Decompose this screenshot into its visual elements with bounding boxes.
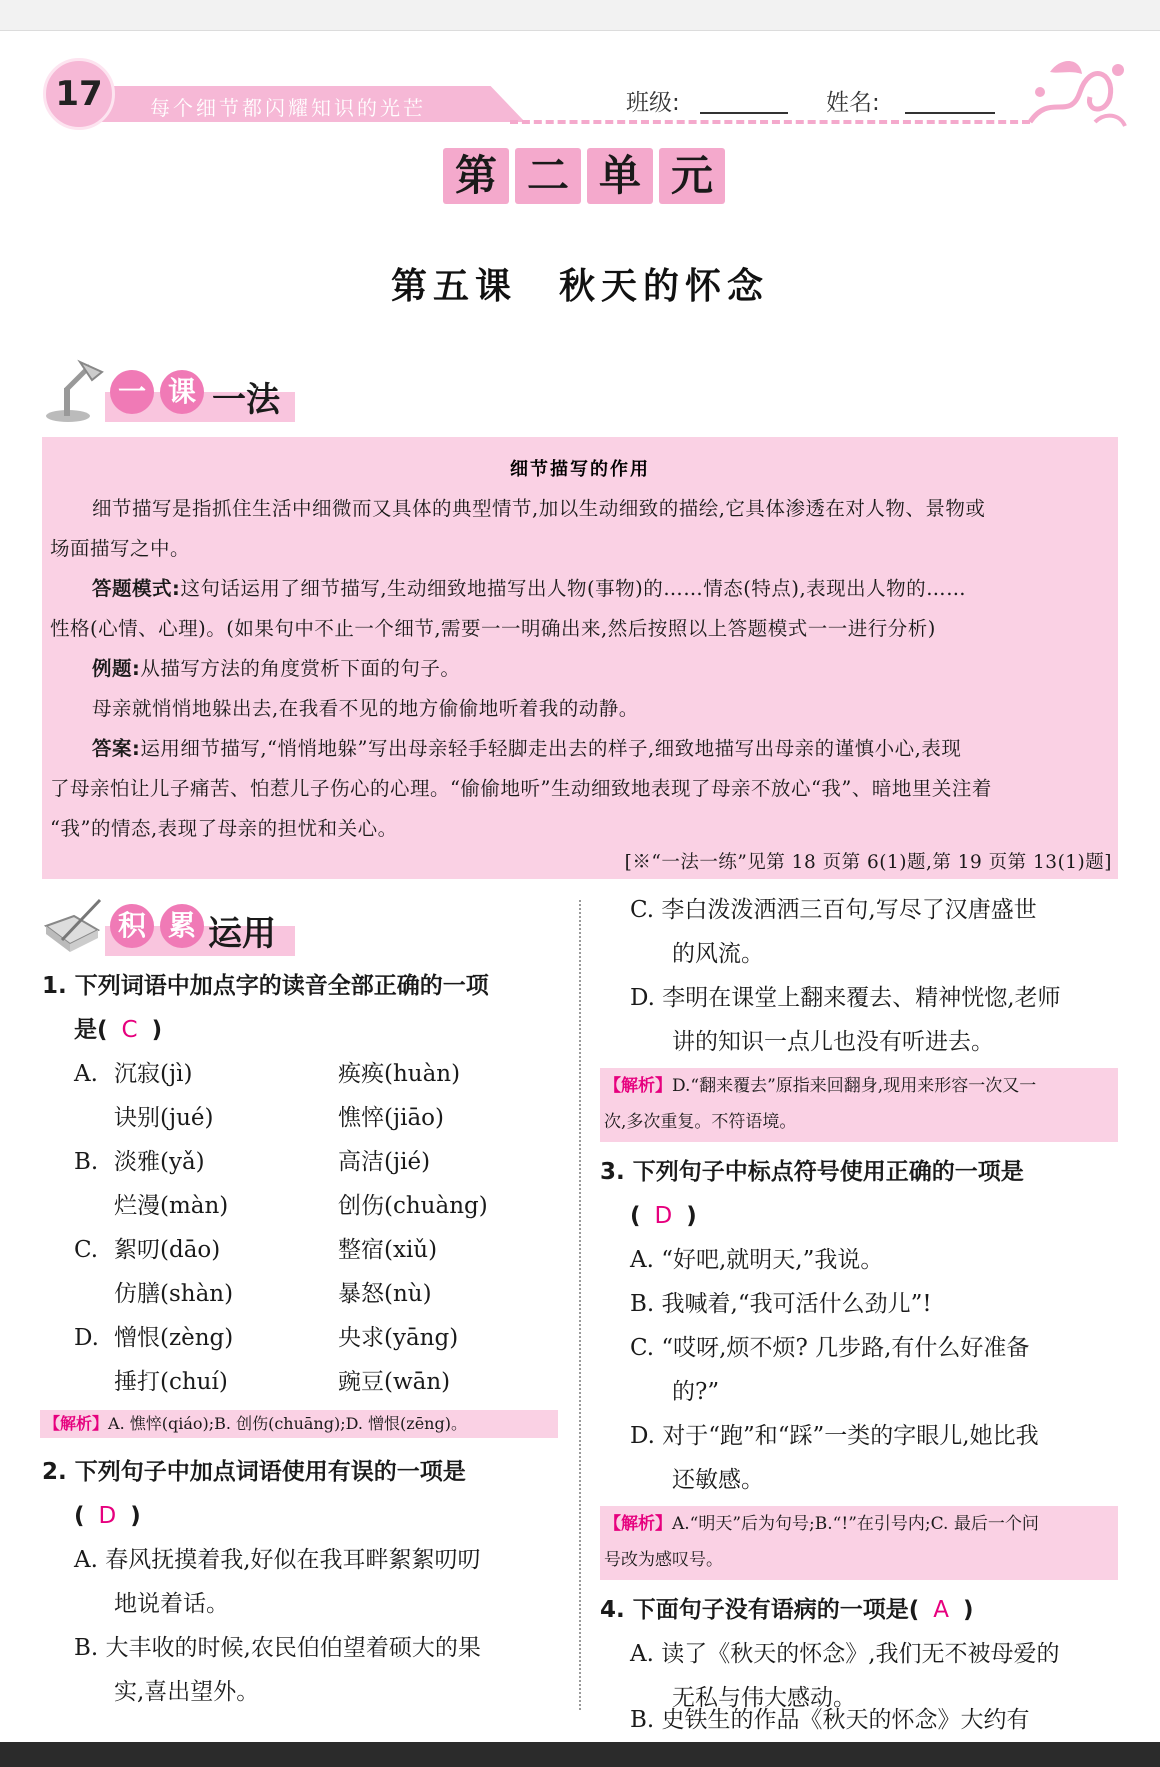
q1-option-word: 仿膳(shàn) (114, 1281, 234, 1307)
answer-label: 答案: (92, 737, 141, 760)
page-number: 17 (43, 58, 115, 130)
q1-option-word: 整宿(xiǔ) (338, 1237, 438, 1263)
q2-option: C. 李白泼泼洒洒三百句,写尽了汉唐盛世 (630, 897, 1037, 923)
q3-answer: D (654, 1203, 673, 1229)
q1-answer: C (121, 1017, 138, 1043)
q2-explanation (600, 1068, 1118, 1142)
q1-option-word: 诀别(jué) (114, 1105, 214, 1131)
answer-text: 了母亲怕让儿子痛苦、怕惹儿子伤心的心理。“偷偷地听”生动细致地表现了母亲不放心“我”、暗地里关注着 (50, 777, 992, 800)
q1-option-word: 捶打(chuí) (114, 1369, 228, 1395)
q1-option-label: D. (74, 1325, 99, 1351)
section-title-tail: 运用 (208, 914, 276, 954)
q3-stem-close: ) (686, 1203, 697, 1229)
section-circle: 课 (160, 370, 204, 414)
q1-option-label: B. (74, 1149, 99, 1175)
example-sentence: 母亲就悄悄地躲出去,在我看不见的地方偷偷地听着我的动静。 (92, 697, 639, 720)
q4-option: B. 史铁生的作品《秋天的怀念》大约有 (630, 1707, 1030, 1733)
q1-option-word: 央求(yāng) (338, 1325, 459, 1351)
mode-label: 答题模式: (92, 577, 181, 600)
top-strip (0, 0, 1160, 31)
q3-option: D. 对于“跑”和“踩”一类的字眼儿,她比我 (630, 1423, 1039, 1449)
q1-stem-cont: 是( (74, 1017, 108, 1043)
q4-answer: A (933, 1597, 949, 1623)
q1-option-label: A. (74, 1061, 98, 1087)
example-label: 例题: (92, 657, 141, 680)
q1-option-word: 豌豆(wān) (338, 1369, 451, 1395)
unit-title-char: 第 (443, 148, 509, 204)
section-circle: 一 (110, 370, 154, 414)
mode-text: 性格(心情、心理)。(如果句中不止一个细节,需要一一明确出来,然后按照以上答题模式一一进行分析) (50, 617, 936, 640)
q3-option-cont: 的?” (672, 1379, 720, 1405)
section-circle: 积 (110, 904, 154, 948)
q1-option-word: 憔悴(jiāo) (338, 1105, 444, 1131)
mode-text: 这句话运用了细节描写,生动细致地描写出人物(事物)的……情态(特点),表现出人物的…… (180, 577, 967, 600)
class-field[interactable] (700, 112, 788, 114)
book-quill-icon (40, 896, 106, 962)
q2-option-cont: 地说着话。 (114, 1591, 229, 1617)
q4-option-cont: 无私与伟大感动。 (672, 1685, 856, 1711)
q3-option: A. “好吧,就明天,”我说。 (630, 1247, 884, 1273)
q2-answer: D (98, 1503, 117, 1529)
q2-stem: 2. 下列句子中加点词语使用有误的一项是 (42, 1459, 466, 1485)
method-box (42, 437, 1118, 879)
q2-stem-cont: ( (74, 1503, 85, 1529)
example-text: 从描写方法的角度赏析下面的句子。 (140, 657, 461, 680)
q3-stem-cont: ( (630, 1203, 641, 1229)
q2-option: D. 李明在课堂上翻来覆去、精神恍惚,老师 (630, 985, 1061, 1011)
explanation-text: 次,多次重复。不符语境。 (604, 1112, 797, 1132)
name-label: 姓名: (820, 84, 886, 117)
q1-option-word: 痪痪(huàn) (338, 1061, 461, 1087)
q2-option: A. 春风抚摸着我,好似在我耳畔絮絮叨叨 (74, 1547, 481, 1573)
q1-option-word: 烂漫(màn) (114, 1193, 229, 1219)
explanation-text: A. 憔悴(qiáo);B. 创伤(chuāng);D. 憎恨(zēng)。 (108, 1414, 467, 1433)
q3-option-cont: 还敏感。 (672, 1467, 764, 1493)
explanation-text: D.“翻来覆去”原指来回翻身,现用来形容一次又一 (672, 1076, 1037, 1096)
q2-option-cont: 实,喜出望外。 (114, 1679, 260, 1705)
header-dashed-line (510, 120, 1030, 124)
class-label: 班级: (620, 84, 686, 117)
q1-option-word: 絮叨(dāo) (114, 1237, 221, 1263)
name-field[interactable] (905, 112, 995, 114)
q2-stem-close: ) (130, 1503, 141, 1529)
q1-option-word: 暴怒(nù) (338, 1281, 432, 1307)
q1-option-word: 憎恨(zèng) (114, 1325, 234, 1351)
method-paragraph: 场面描写之中。 (50, 537, 191, 560)
q4-stem: 4. 下面句子没有语病的一项是( (600, 1597, 920, 1623)
q1-option-word: 沉寂(jì) (114, 1061, 193, 1087)
desk-lamp-icon (40, 358, 106, 424)
q1-option-word: 淡雅(yǎ) (114, 1149, 205, 1175)
q1-option-label: C. (74, 1237, 99, 1263)
q1-stem: 1. 下列词语中加点字的读音全部正确的一项 (42, 973, 489, 999)
bottom-strip (0, 1742, 1160, 1767)
explanation-tag: 【解析】 (604, 1076, 672, 1096)
method-box-title: 细节描写的作用 (510, 459, 650, 480)
unit-title-char: 二 (515, 148, 581, 204)
reference-note: [※“一法一练”见第 18 页第 6(1)题,第 19 页第 13(1)题] (624, 852, 1112, 873)
unit-title-char: 元 (659, 148, 725, 204)
explanation-text: 号改为感叹号。 (604, 1550, 723, 1570)
answer-text: 运用细节描写,“悄悄地躲”写出母亲轻手轻脚走出去的样子,细致地描写出母亲的谨慎小心,表现 (140, 737, 962, 760)
q1-option-word: 高洁(jié) (338, 1149, 431, 1175)
q1-option-word: 创伤(chuàng) (338, 1193, 488, 1219)
q2-option-cont: 讲的知识一点儿也没有听进去。 (672, 1029, 994, 1055)
floral-ornament-icon (1020, 52, 1130, 132)
q4-option: A. 读了《秋天的怀念》,我们无不被母爱的 (630, 1641, 1060, 1667)
method-paragraph: 细节描写是指抓住生活中细微而又具体的典型情节,加以生动细致的描绘,它具体渗透在对人物、景物或 (92, 497, 986, 520)
q3-explanation (600, 1506, 1118, 1580)
q2-option-cont: 的风流。 (672, 941, 764, 967)
q3-option: C. “哎呀,烦不烦? 几步路,有什么好准备 (630, 1335, 1030, 1361)
q4-stem-close: ) (963, 1597, 974, 1623)
q2-option: B. 大丰收的时候,农民伯伯望着硕大的果 (74, 1635, 481, 1661)
slogan: 每个细节都闪耀知识的光芒 (150, 96, 426, 120)
q1-explanation (40, 1410, 558, 1438)
q1-stem-close: ) (151, 1017, 163, 1043)
lesson-title: 第五课 秋天的怀念 (390, 265, 769, 307)
section-title-tail: 一法 (212, 380, 280, 420)
column-divider (579, 900, 581, 1710)
explanation-tag: 【解析】 (604, 1514, 672, 1534)
section-circle: 累 (160, 904, 204, 948)
explanation-text: A.“明天”后为句号;B.“!”在引号内;C. 最后一个问 (672, 1514, 1039, 1534)
unit-title-char: 单 (587, 148, 653, 204)
explanation-tag: 【解析】 (44, 1414, 109, 1433)
q3-stem: 3. 下列句子中标点符号使用正确的一项是 (600, 1159, 1024, 1185)
q3-option: B. 我喊着,“我可活什么劲儿”! (630, 1291, 932, 1317)
answer-text: “我”的情态,表现了母亲的担忧和关心。 (50, 817, 398, 840)
